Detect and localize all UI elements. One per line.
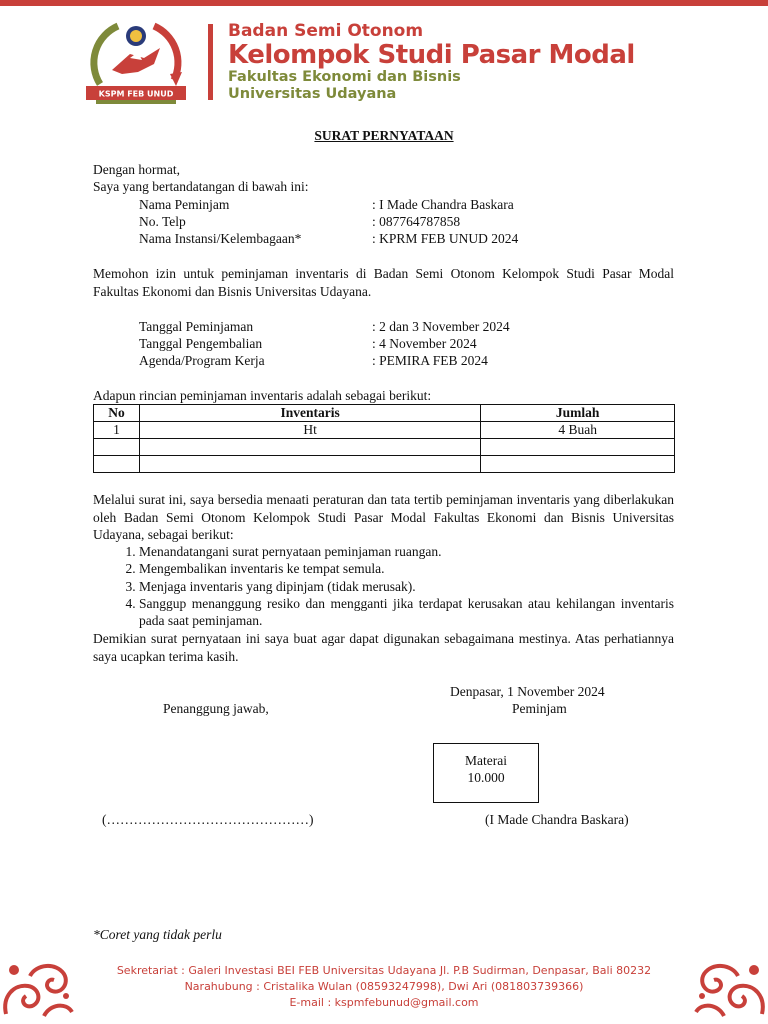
footnote: *Coret yang tidak perlu: [93, 927, 222, 942]
right-signer-name: (I Made Chandra Baskara): [485, 812, 629, 827]
table-cell: [139, 439, 480, 456]
identity-value: : 087764787858: [372, 214, 461, 229]
footer-contact: Narahubung : Cristalika Wulan (08593247998), Dwi Ari (081803739366): [184, 980, 584, 993]
column-header-jumlah: Jumlah: [481, 405, 675, 422]
schedule-value: : PEMIRA FEB 2024: [372, 353, 488, 368]
org-name: Kelompok Studi Pasar Modal: [228, 40, 635, 70]
schedule-value: : 4 November 2024: [372, 336, 477, 351]
table-intro: Adapun rincian peminjaman inventaris adalah sebagai berikut:: [93, 388, 432, 403]
list-item: 2. Mengembalikan inventaris ke tempat semula.: [139, 560, 674, 577]
table-cell: [481, 439, 675, 456]
identity-value: : KPRM FEB UNUD 2024: [372, 231, 519, 246]
closing-paragraph: Demikian surat pernyataan ini saya buat agar dapat digunakan sebagaimana mestinya. Atas perhatiannya saya ucapkan terima kasih.: [93, 631, 674, 664]
org-line-1: Badan Semi Otonom: [228, 21, 424, 41]
materai-label: Materai: [465, 753, 507, 768]
document-title: SURAT PERNYATAAN: [314, 128, 454, 143]
table-header-row: [94, 405, 675, 422]
svg-text:KSPM FEB UNUD: KSPM FEB UNUD: [98, 89, 174, 99]
footer-address: Sekretariat : Galeri Investasi BEI FEB Universitas Udayana Jl. P.B Sudirman, Denpasar, Bali 80232: [116, 964, 652, 977]
left-signer-role: Penanggung jawab,: [163, 701, 269, 716]
terms-list: [93, 543, 674, 629]
org-university: Universitas Udayana: [228, 86, 397, 102]
identity-label: Nama Instansi/Kelembagaan*: [139, 231, 302, 246]
table-cell: [139, 456, 480, 473]
table-cell: [94, 456, 140, 473]
schedule-label: Tanggal Pengembalian: [139, 336, 263, 351]
table-row: [94, 456, 675, 473]
identity-label: Nama Peminjam: [139, 197, 230, 212]
left-signer-name: (………………………………………): [102, 812, 314, 827]
column-header-inventaris: Inventaris: [139, 405, 480, 422]
table-cell: 1: [94, 422, 140, 439]
list-item: 1. Menandatangani surat pernyataan peminjaman ruangan.: [139, 543, 674, 560]
materai-stamp-box: [433, 743, 539, 803]
table-row: [94, 439, 675, 456]
schedule-label: Tanggal Peminjaman: [139, 319, 254, 334]
intro-text: Saya yang bertandatangan di bawah ini:: [93, 179, 309, 194]
request-paragraph: Memohon izin untuk peminjaman inventaris di Badan Semi Otonom Kelompok Studi Pasar Modal Fakultas Ekonomi dan Bisnis Universitas Udayana.: [93, 266, 674, 299]
top-accent-bar: [0, 0, 768, 6]
inventory-table: [93, 404, 675, 473]
schedule-value: : 2 dan 3 November 2024: [372, 319, 510, 334]
table-cell: Ht: [139, 422, 480, 439]
place-date: Denpasar, 1 November 2024: [450, 684, 605, 699]
greeting: Dengan hormat,: [93, 162, 180, 177]
table-row: [94, 422, 675, 439]
header-divider: [208, 24, 213, 100]
kspm-logo: [78, 14, 194, 106]
schedule-label: Agenda/Program Kerja: [139, 353, 265, 368]
identity-label: No. Telp: [139, 214, 186, 229]
table-cell: [481, 456, 675, 473]
right-signer-role: Peminjam: [512, 701, 567, 716]
table-cell: [94, 439, 140, 456]
identity-value: : I Made Chandra Baskara: [372, 197, 514, 212]
table-cell: 4 Buah: [481, 422, 675, 439]
column-header-no: No: [94, 405, 140, 422]
org-faculty: Fakultas Ekonomi dan Bisnis: [228, 69, 461, 85]
list-item: 4. Sanggup menanggung resiko dan mengganti jika terdapat kerusakan atau kehilangan inventaris pada saat peminjaman.: [139, 595, 674, 630]
footer-email: E-mail : kspmfebunud@gmail.com: [289, 996, 479, 1009]
materai-value: 10.000: [467, 770, 505, 785]
list-item: 3. Menjaga inventaris yang dipinjam (tidak merusak).: [139, 578, 674, 595]
commitment-paragraph: Melalui surat ini, saya bersedia menaati peraturan dan tata tertib peminjaman inventaris yang diberlakukan oleh Badan Semi Otonom Kelompok Studi Pasar Modal Fakultas Ekonomi dan Bisnis Universitas Udayana, sebagai berikut:: [93, 492, 674, 542]
